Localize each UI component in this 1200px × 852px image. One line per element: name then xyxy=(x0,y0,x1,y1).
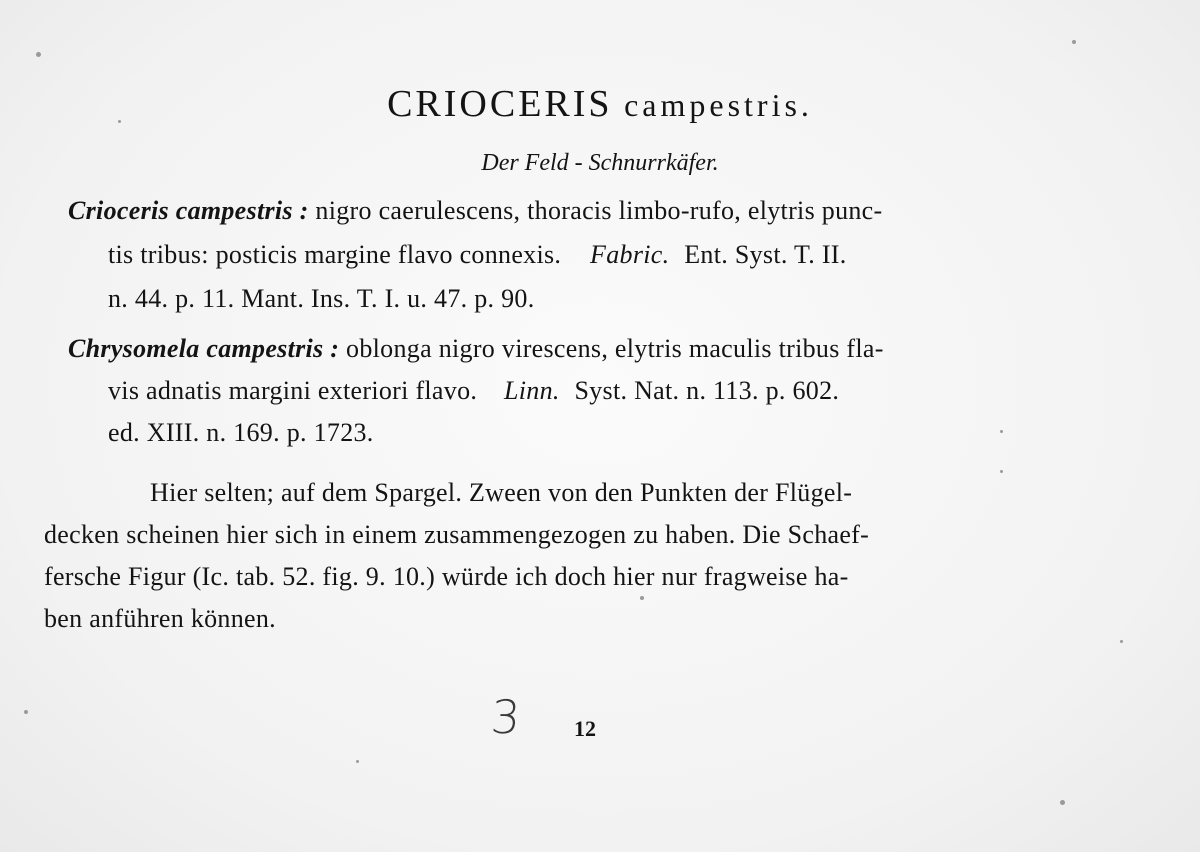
entry-1-text-2: tis tribus: posticis margine flavo connexis. xyxy=(108,240,562,269)
remark-line-1: Hier selten; auf dem Spargel. Zween von den Punkten der Flügel- xyxy=(150,478,853,507)
entry-1-name: Crioceris campestris : xyxy=(68,196,309,225)
genus-name: CRIOCERIS xyxy=(387,83,613,125)
entry-2-line-2 xyxy=(108,376,839,406)
paper-speck xyxy=(1120,640,1123,643)
entry-2-line-1 xyxy=(68,334,884,364)
entry-2-line-3: ed. XIII. n. 169. p. 1723. xyxy=(108,418,374,447)
remark-line-4: ben anführen können. xyxy=(44,604,276,633)
paper-speck xyxy=(1000,430,1003,433)
paper-speck xyxy=(1060,800,1065,805)
paper-speck xyxy=(36,52,41,57)
entry-2-text-2: vis adnatis margini exteriori flavo. xyxy=(108,376,478,405)
entry-1-ref-rest: Ent. Syst. T. II. xyxy=(684,240,847,269)
entry-1-line-2 xyxy=(108,240,847,270)
remark-line-2: decken scheinen hier sich in einem zusammengezogen zu haben. Die Schaef- xyxy=(44,520,870,549)
remark-line-3: fersche Figur (Ic. tab. 52. fig. 9. 10.) würde ich doch hier nur fragweise ha- xyxy=(44,562,849,591)
species-name: campestris. xyxy=(624,87,813,123)
entry-2-name: Chrysomela campestris : xyxy=(68,334,340,363)
paper-speck xyxy=(356,760,359,763)
entry-2-ref-author: Linn. xyxy=(504,376,560,405)
entry-1-line-3: n. 44. p. 11. Mant. Ins. T. I. u. 47. p. 90. xyxy=(108,284,535,313)
entry-1-ref-author: Fabric. xyxy=(590,240,670,269)
entry-1-line-1 xyxy=(68,196,882,226)
entry-2-ref-rest: Syst. Nat. n. 113. p. 602. xyxy=(574,376,840,405)
paper-speck xyxy=(118,120,121,123)
page-number: 12 xyxy=(574,716,596,741)
paper-speck xyxy=(1000,470,1003,473)
common-name: Der Feld - Schnurrkäfer. xyxy=(481,150,719,176)
paper-speck xyxy=(24,710,28,714)
species-title xyxy=(0,82,1200,126)
handwritten-number: 3 xyxy=(489,690,523,744)
entry-1-text-1: nigro caerulescens, thoracis limbo-rufo, elytris punc- xyxy=(315,196,883,225)
entry-2-text-1: oblonga nigro virescens, elytris maculis tribus fla- xyxy=(346,334,884,363)
paper-speck xyxy=(1072,40,1076,44)
paper-speck xyxy=(640,596,644,600)
